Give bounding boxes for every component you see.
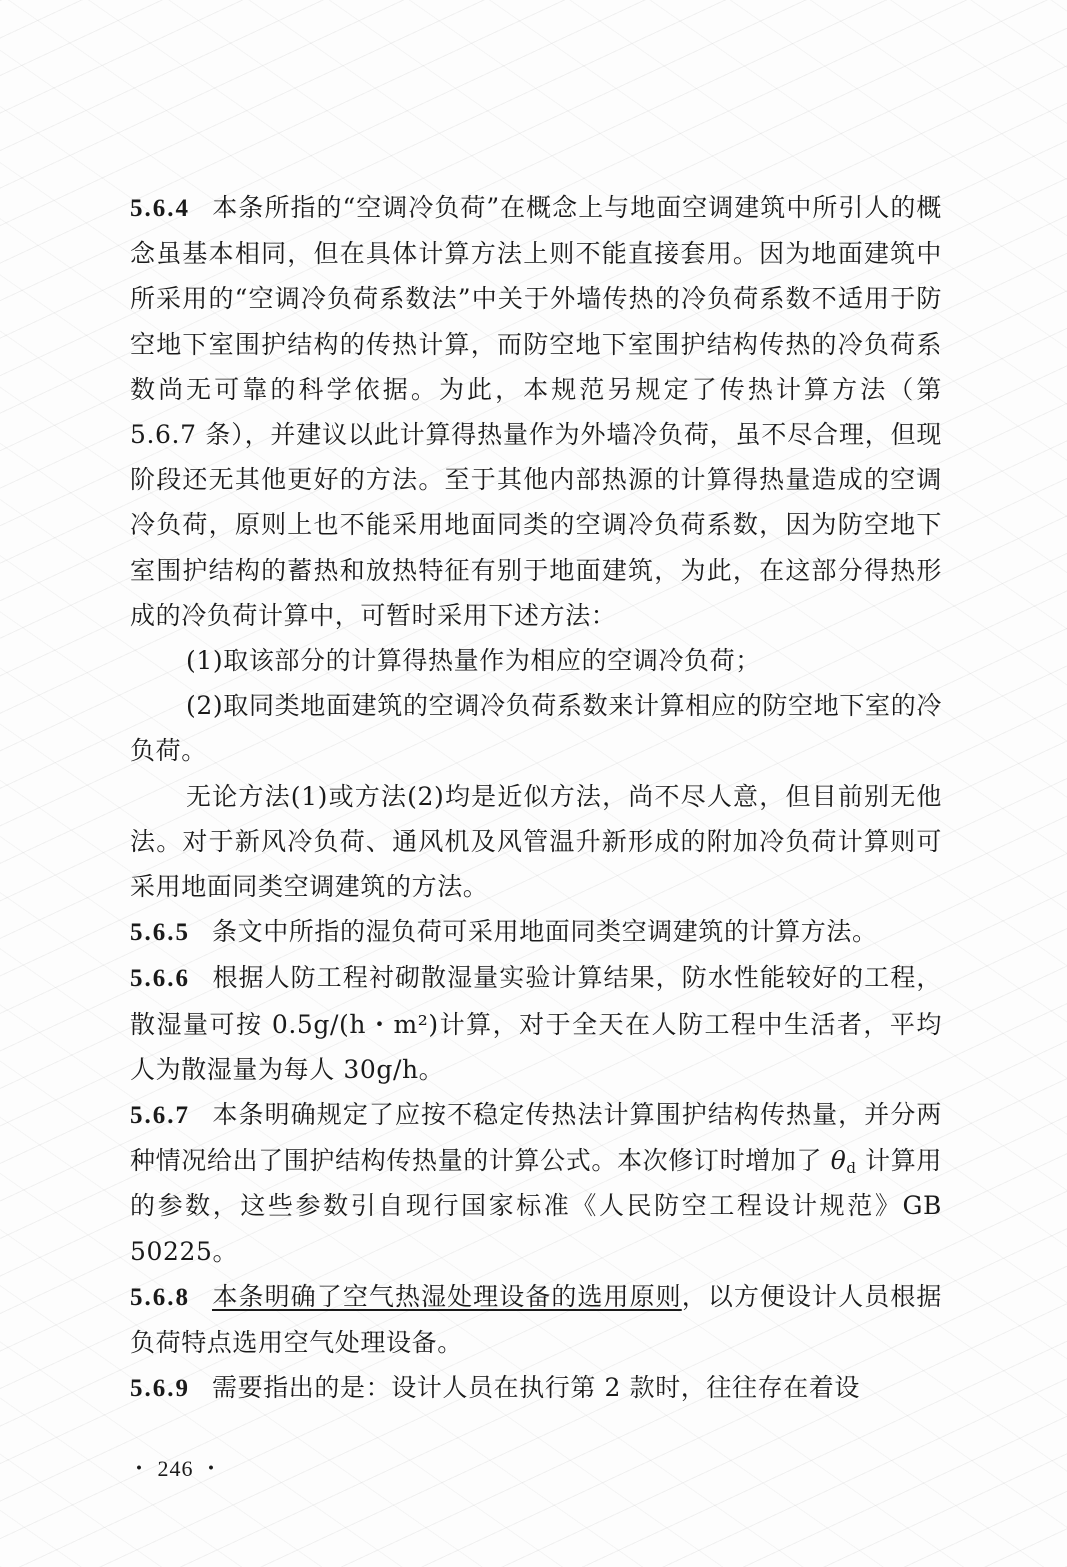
underlined-principle: 本条明确了空气热湿处理设备的选用原则 [212, 1281, 682, 1311]
theta-symbol: θ [830, 1146, 847, 1176]
clause-5-6-6 [130, 955, 942, 1092]
methods-note [130, 774, 942, 910]
method-text: (2)取同类地面建筑的空调冷负荷系数来计算相应的防空地下室的冷负荷。 [130, 691, 942, 766]
theta-subscript: d [846, 1159, 857, 1178]
clause-number: 5.6.7 [130, 1102, 190, 1130]
method-2-item [130, 683, 942, 773]
method-text: (1)取该部分的计算得热量作为相应的空调冷负荷； [186, 646, 761, 676]
clause-text: 本条所指的“空调冷负荷”在概念上与地面空调建筑中所引人的概念虽基本相同，但在具体计算方法上则不能直接套用。因为地面建筑中所采用的“空调冷负荷系数法”中关于外墙传热的冷负荷系数不适用于防空地下室围护结构的传热计算，而防空地下室围护结构传热的冷负荷系数尚无可靠的科学依据。为此，本规范另规定了传热计算方法（第 5.6.7 条），并建议以此计算得热量作为外墙冷负荷，虽不尽合理，但现阶段还无其他更好的方法。至于其他内部热源的计算得热量造成的空调冷负荷，原则上也不能采用地面同类的空调冷负荷系数，因为防空地下室围护结构的蓄热和放热特征有别于地面建筑，为此，在这部分得热形成的冷负荷计算中，可暂时采用下述方法： [130, 193, 942, 630]
page-number: ・ 246 ・ [128, 1456, 224, 1481]
clause-text-before: 本条明确规定了应按不稳定传热法计算围护结构传热量，并分两种情况给出了围护结构传热量的计算公式。本次修订时增加了 [130, 1100, 942, 1176]
clause-number: 5.6.8 [130, 1283, 190, 1311]
clause-text: 根据人防工程衬砌散湿量实验计算结果，防水性能较好的工程，散湿量可按 0.5g/(h・m²)计算，对于全天在人防工程中生活者，平均人为散湿量为每人 30g/h。 [130, 963, 942, 1084]
clause-text-after: 计算用的参数，这些参数引自现行国家标准《人民防空工程设计规范》GB 50225。 [130, 1146, 942, 1266]
clause-text: ，以方便设计人员根据负荷特点选用空气处理设备。 [130, 1281, 942, 1358]
clause-5-6-5 [130, 909, 942, 955]
clause-5-6-9 [130, 1365, 942, 1411]
body-text [130, 185, 942, 1411]
clause-number: 5.6.6 [130, 965, 190, 993]
clause-5-6-4 [130, 185, 942, 638]
note-text: 无论方法(1)或方法(2)均是近似方法，尚不尽人意，但目前别无他法。对于新风冷负荷、通风机及风管温升新形成的附加冷负荷计算则可采用地面同类空调建筑的方法。 [130, 781, 942, 902]
clause-text: 条文中所指的湿负荷可采用地面同类空调建筑的计算方法。 [212, 917, 878, 947]
method-1-item [130, 638, 942, 683]
clause-5-6-7 [130, 1092, 942, 1274]
clause-text: 需要指出的是：设计人员在执行第 2 款时，往往存在着设 [212, 1373, 861, 1403]
clause-number: 5.6.9 [130, 1375, 190, 1403]
clause-number: 5.6.5 [130, 919, 190, 947]
clause-5-6-8 [130, 1274, 942, 1365]
clause-number: 5.6.4 [130, 195, 190, 222]
